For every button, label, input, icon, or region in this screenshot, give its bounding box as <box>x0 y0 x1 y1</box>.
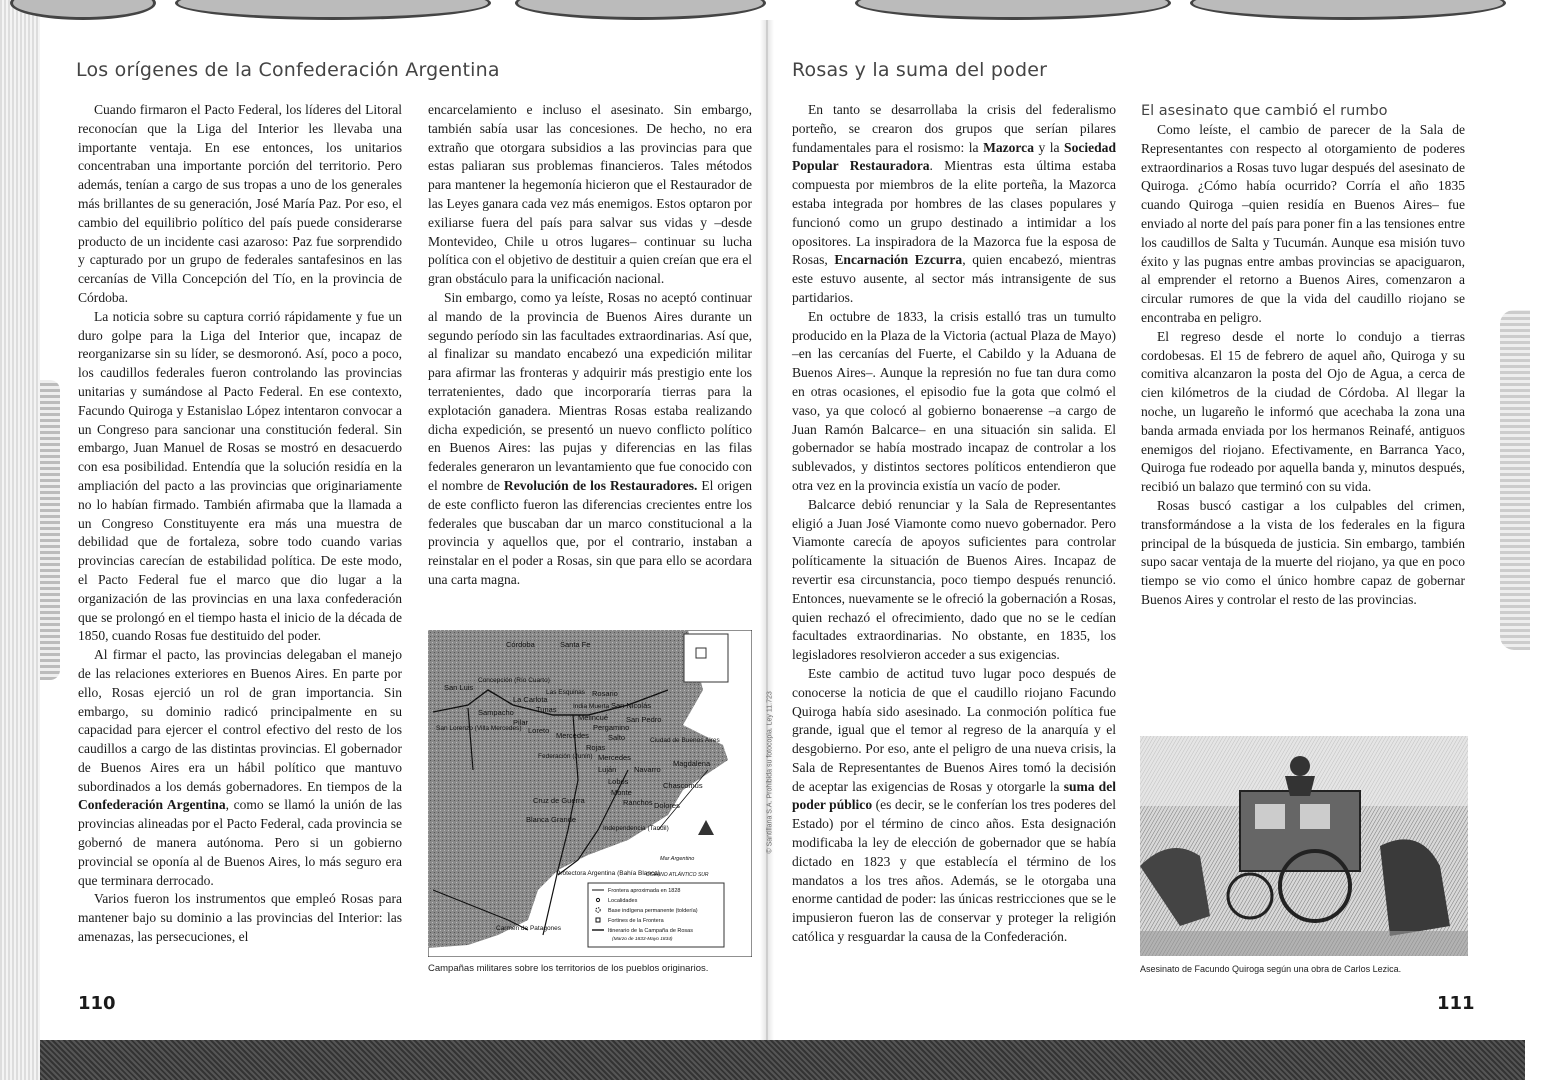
page-edge-decoration <box>175 0 491 20</box>
paragraph <box>1141 328 1465 497</box>
map-label: Luján <box>598 765 617 774</box>
map-label: Magdalena <box>673 759 711 768</box>
text-run: Balcarce debió renunciar y la Sala de Representantes eligió a Juan José Viamonte como nuevo gobernador. Pero Viamonte carecía de apoyos suficientes para controlar políticamente la situación de Buenos Aires. Incapaz de revertir esa circunstancia, poco tiempo después renunció. Entonces, nuevamente se le ofreció la gobernación a Rosas, quien rechazó el ofrecimiento, dado que no se le cedían facultades extraordinarias. No obstante, en 1835, los legisladores resolvieron acceder a sus exigencias. <box>792 496 1116 663</box>
map-label: Melincué <box>578 713 609 722</box>
right-column-2-text <box>1141 121 1465 610</box>
map-label: Blanca Grande <box>526 815 577 824</box>
text-run: Sin embargo, como ya leíste, Rosas no aceptó continuar al mando de la provincia de Buenos Aires durante un segundo período sin las facultades extraordinarias. Así que, al finalizar su mandato encabezó una expedición militar para afirmar las fronteras y adquirir más prestigio ente los terratenientes, dado que incorporaría tierras para la explotación ganadera. Mientras Rosas estaba realizando dicha expedición, se presentó un nuevo conflicto político en Buenos Aires: las pujas y diferencias en las filas federales generaron un levantamiento que fue conocido con el nombre de <box>428 289 752 493</box>
paragraph <box>78 646 402 890</box>
map-label: Salto <box>608 733 626 742</box>
map-label: La Carlota <box>513 695 548 704</box>
map-label: Loreto <box>528 726 550 735</box>
map-label: Protectora Argentina (Bahía Blanca) <box>556 870 661 877</box>
paragraph <box>792 665 1116 947</box>
text-run: Rosas buscó castigar a los culpables del crimen, transformándose a la vista de los federales en la figura principal de la búsqueda de justicia. Sin embargo, también supo sacar ventaja de la muerte del riojano, ya que en poco tiempo se vio como el único hombre capaz de gobernar Buenos Aires y controlar el resto de las provincias. <box>1141 497 1465 607</box>
map-label: Independencia (Tandil) <box>603 825 669 832</box>
paragraph <box>1141 497 1465 610</box>
page-edge-decoration <box>515 0 766 20</box>
text-run: Este cambio de actitud tuvo lugar poco después de conocerse la noticia de que el caudillo riojano Facundo Quiroga había sido asesinado. La conmoción política fue grande, igual que el temor al regreso de la anarquía y el desgobierno. Por eso, ante el peligro de una nueva crisis, la Sala de Representantes de Buenos Aires tomó la decisión de aceptar las exigencias de Rosas y otorgarle la <box>792 665 1116 794</box>
map-label: Federación (Junín) <box>538 753 593 760</box>
map-label: San Nicolás <box>611 701 652 710</box>
map-label: Sampacho <box>478 708 514 717</box>
paragraph <box>78 101 402 308</box>
text-run: Al firmar el pacto, las provincias delegaban el manejo de las relaciones exteriores en Buenos Aires. En parte por ello, Rosas ejerció un rol de gran importancia. Sin embargo, su dominio radicó principalmente en su capacidad para ejercer el control efectivo del resto de los caudillos a cargo de las distintas provincias. El gobernador de Buenos Aires era un hábil político que mantuvo subordinados a los demás gobernadores. En tiempos de la <box>78 647 402 794</box>
paragraph <box>428 289 752 590</box>
map-label: Monte <box>611 788 632 797</box>
paragraph <box>78 308 402 646</box>
paragraph <box>792 308 1116 496</box>
map-label: Carmen de Patagones <box>496 925 562 932</box>
map-label: Ranchos <box>623 798 653 807</box>
copyright-notice: © Santillana S.A. Prohibida su fotocopia. Ley 11.723 <box>766 691 774 854</box>
bold-term: Sociedad Popular Restauradora <box>792 139 1116 174</box>
paragraph <box>428 101 752 289</box>
text-run: Cuando firmaron el Pacto Federal, los líderes del Litoral reconocían que la Liga del Interior les llevaba una importante ventaja. En ese entonces, los unitarios concentraban una importante porción del territorio. Pero además, tenían a cargo de sus tropas a uno de los generales más brillantes de su generación, José María Paz. Por eso, el cambio del equilibrio político del país puede considerarse producto de un incidente casi azaroso: Paz fue sorprendido y capturado por un grupo de federales santafesinos en las cercanías de Villa Concepción del Tío, en la provincia de Córdoba. <box>78 102 402 305</box>
page-edge-decoration <box>1190 0 1506 20</box>
text-run: En tanto se desarrollaba la crisis del federalismo porteño, se crearon dos grupos que serían pilares fundamentales para el rosismo: la <box>792 102 1116 155</box>
sea-label: OCÉANO ATLÁNTICO SUR <box>646 872 709 878</box>
text-run: , quien encabezó, mientras este estuvo ausente, al sector más intransigente de sus partidarios. <box>792 252 1116 305</box>
paragraph <box>1141 121 1465 328</box>
text-run: El regreso desde el norte lo condujo a tierras cordobesas. El 15 de febrero de aquel año, Quiroga y su comitiva alcanzaron la posta del Ojo de Agua, a cerca de cien kilómetros de la ciudad de Córdoba. Al llegar la noche, un lugareño le informó que acechaba la zona una banda armada enviada por los hermanos Reinafé, antiguos enemigos del riojano. Efectivamente, en Barranca Yaco, Quiroga fue rodeado por aquella banda y, minutos después, recibió un balazo que terminó con su vida. <box>1141 328 1465 495</box>
left-column-2 <box>428 101 752 590</box>
legend-item: Frontera aproximada en 1828 <box>608 888 681 894</box>
page-title-right: Rosas y la suma del poder <box>792 59 1048 81</box>
paragraph <box>78 890 402 946</box>
map-label: Cruz de Guerra <box>533 796 585 805</box>
map-label: Rosario <box>592 689 618 698</box>
map-label: Pilar <box>513 718 529 727</box>
page-edge-decoration <box>40 380 60 680</box>
sea-label: Mar Argentino <box>660 856 695 862</box>
page-title-left: Los orígenes de la Confederación Argentina <box>76 59 500 81</box>
map-label: Mercedes <box>598 753 631 762</box>
scan-edge <box>0 0 40 1080</box>
section-subtitle: El asesinato que cambió el rumbo <box>1141 103 1388 119</box>
legend-item: Fortines de la Frontera <box>608 918 664 924</box>
text-run: y la <box>1033 139 1065 155</box>
page-edge-decoration <box>855 0 1171 20</box>
bold-term: Mazorca <box>983 139 1034 155</box>
map-legend <box>588 883 724 947</box>
map-label: Córdoba <box>506 640 535 649</box>
text-run: (es decir, se le conferían los tres poderes del Estado) por el término de cinco años. Esta designación modificaba la ley de elección de gobernador que se había dictado en 1823 y que establecía el término de los mandatos a los tres años. Además, se le otorgaba una enorme cantidad de poder: las únicas restricciones que se le impusieron fueron las de conservar y proteger la religión católica y resguardar la causa de la Confederación. <box>792 797 1116 945</box>
map-label: India Muerta <box>573 703 610 710</box>
map-caption: Campañas militares sobre los territorios de los pueblos originarios. <box>428 963 709 974</box>
text-run: . Mientras esta última estaba compuesta por miembros de la elite porteña, la Mazorca estaba integrada por hombres de las clases populares y funcionó como un grupo destinado a intimidar a los opositores. La inspiradora de la Mazorca fue la esposa de Rosas, <box>792 158 1116 268</box>
legend-item: Localidades <box>608 898 638 904</box>
text-run: Como leíste, el cambio de parecer de la Sala de Representantes con respecto al otorgamiento de poderes extraordinarios a Rosas tuvo lugar después del asesinato de Quiroga. ¿Cómo había ocurrido? Corría el año 1835 cuando Quiroga –quien residía en Buenos Aires– fue enviado al norte del país para poner fin a las tensiones entre los caudillos de Salta y Tucumán. Aunque esa misión tuvo éxito y las pugnas entre ambas provincias se apaciguaron, al emprender el retorno a Buenos Aires, comenzaron a circular rumores de que la vida del caudillo riojano se encontraba en peligro. <box>1141 122 1465 325</box>
scan-edge-bottom <box>40 1040 1525 1080</box>
text-run: Varios fueron los instrumentos que empleó Rosas para mantener bajo su dominio a las provincias del Interior: las amenazas, las persecuciones, el <box>78 891 402 945</box>
bold-term: Confederación Argentina <box>78 797 226 813</box>
text-run: El origen de este conflicto fueron las diferencias crecientes entre los federales que buscaban dar un marco constitucional a la provincia y aquellos que, por el contrario, instaban a reinstalar en el poder a Rosas, sin que para ello se acordara una carta magna. <box>428 477 752 587</box>
legend-item: (Marzo de 1833-Mayo 1834) <box>612 937 673 942</box>
bold-term: suma del poder público <box>792 778 1116 813</box>
legend-item: Itinerario de la Campaña de Rosas <box>608 928 693 934</box>
map-label: Chascomús <box>663 781 703 790</box>
map-label: Mercedes <box>556 731 589 740</box>
paragraph <box>792 101 1116 308</box>
bold-term: Revolución de los Restauradores. <box>503 477 698 493</box>
text-run: La noticia sobre su captura corrió rápidamente y fue un duro golpe para la Liga del Interior que, incapaz de reorganizarse sin su líder, se desmoronó. Así, poco a poco, los caudillos federales fueron controlando las provincias unitarias y sumándose al Pacto Federal. En ese contexto, Facundo Quiroga y Estanislao López intentaron convocar a un Congreso para sancionar una constitución federal. Sin embargo, Juan Manuel de Rosas se mostró en desacuerdo con esa posibilidad. Entendía que la solución residía en la ampliación del pacto a las provincias que originariamente no lo habían firmado. También afirmaba que la llamada a un Congreso Constituyente era más una muestra de debilidad que de fortaleza, sobre todo cuando varias provincias carecían de estabilidad política. De este modo, el Pacto Federal fue el marco que dio lugar a la organización de las provincias en una laxa confederación que se prolongó en el tiempo hasta el inicio de la década de 1850, cuando Rosas fue destituido del poder. <box>78 308 402 644</box>
map-label: Concepción (Río Cuarto) <box>478 677 550 684</box>
map-label: Rojas <box>586 743 606 752</box>
text-run: encarcelamiento e incluso el asesinato. Sin embargo, también sabía usar las concesiones. De hecho, no era extraño que otorgara subsidios a las provincias para que estas paliaran sus problemas financieros. Tales métodos para mantener la hegemonía hicieron que el Restaurador de las Leyes ganara cada vez más enemigos. Estos optaron por exiliarse fuera del país para salvar sus vidas y –desde Montevideo, Chile u otros lugares– continuar su lucha política con el objetivo de destituir a quien creían que era el gran obstáculo para la unificación nacional. <box>428 102 752 287</box>
text-run: En octubre de 1833, la crisis estalló tras un tumulto producido en la Plaza de la Victoria (actual Plaza de Mayo) –en las cercanías del Fuerte, el Cabildo y la Aduana de Buenos Aires–. Aunque la represión no fue tan dura como en otras ocasiones, el episodio fue la gota que colmó el vaso, ya que colocó al gobierno bonaerense –a cargo de Juan Ramón Balcarce– en una situación sin salida. El gobernador se había mostrado incapaz de controlar a los sublevados, y distintos sectores políticos entendieron que otra vez en la provincia existía un vacío de poder. <box>792 308 1116 493</box>
right-column-2 <box>1141 101 1465 610</box>
map-label: Navarro <box>634 765 661 774</box>
map-label: San Luis <box>444 683 474 692</box>
campaign-map <box>428 630 752 957</box>
book-gutter <box>760 20 774 1040</box>
illustration-caption: Asesinato de Facundo Quiroga según una obra de Carlos Lezica. <box>1140 964 1402 974</box>
legend-item: Base indígena permanente (toldería) <box>608 908 698 914</box>
map-label: Santa Fe <box>560 640 591 649</box>
quiroga-assassination-illustration <box>1140 736 1468 956</box>
map-label: San Pedro <box>626 715 662 724</box>
map-label: Pergamino <box>593 723 630 732</box>
paragraph <box>792 496 1116 665</box>
right-column-1 <box>792 101 1116 947</box>
text-run: , como se llamó la unión de las provincias alineadas por el Pacto Federal, cada provincia se gobernó de manera autónoma. Pero si un gobierno provincial se oponía al de Buenos Aires, lo más seguro era que terminara derrocado. <box>78 797 403 888</box>
carriage <box>1240 791 1360 871</box>
map-label: Lobos <box>608 777 629 786</box>
map-label: Dolores <box>654 801 680 810</box>
bold-term: Encarnación Ezcurra <box>834 252 963 268</box>
left-column-1 <box>78 101 402 947</box>
map-label: Las Esquinas <box>546 689 586 696</box>
page-number-left: 110 <box>78 993 116 1014</box>
map-label: San Lorenzo (Villa Mercedes) <box>436 725 522 732</box>
map-label: Ciudad de Buenos Aires <box>650 737 720 744</box>
page-edge-decoration <box>1500 310 1530 650</box>
page-number-right: 111 <box>1437 993 1475 1014</box>
map-label: Tunas <box>536 705 557 714</box>
